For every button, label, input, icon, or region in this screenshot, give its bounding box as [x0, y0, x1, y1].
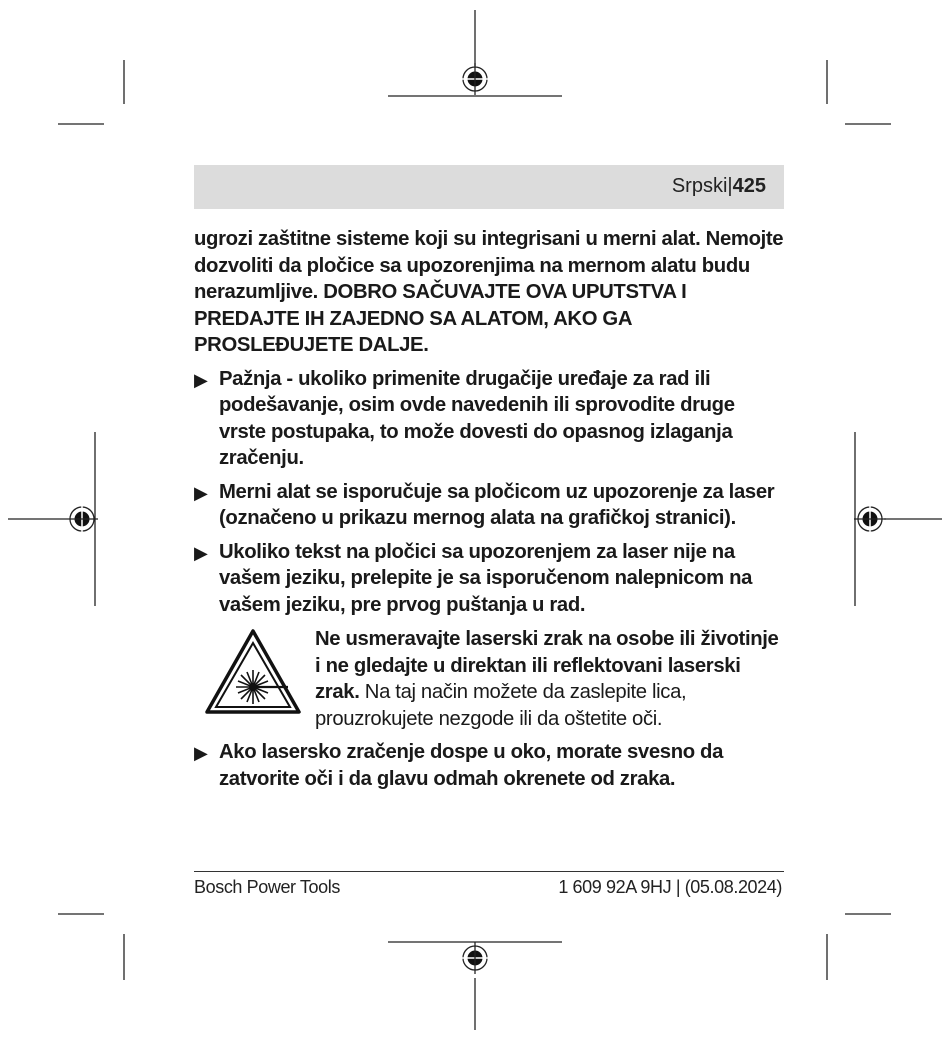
registration-target-top [459, 63, 491, 95]
bullet-item [194, 479, 786, 532]
bullet-item [194, 739, 786, 792]
bullet-item [194, 366, 786, 472]
page-header-text [672, 175, 766, 198]
bullet-text: Ukoliko tekst na pločici sa upozorenjem za laser nije na vašem jeziku, prelepite je sa isporučenom nalepnicom na vašem jeziku, pre prvog puštanja u rad. [219, 540, 753, 616]
header-language: Srpski [671, 175, 728, 197]
bullet-triangle-icon: ▶ [194, 542, 208, 563]
registration-target-left [66, 503, 98, 535]
bullet-text: Ako lasersko zračenje dospe u oko, morate svesno da zatvorite oči i da glavu odmah okrenete od zraka. [219, 741, 724, 790]
page-body [194, 226, 786, 792]
laser-warning-block [194, 626, 786, 732]
registration-target-right [854, 503, 886, 535]
bullet-item [194, 539, 786, 619]
bullet-text: Pažnja - ukoliko primenite drugačije uređaje za rad ili podešavanje, osim ovde navedenih ili sprovodite druge vrste postupaka, to može dovesti do opasnog izlaganja zračenju. [219, 367, 735, 469]
bullet-triangle-icon: ▶ [194, 369, 208, 390]
registration-target-bottom [459, 942, 491, 974]
bullet-triangle-icon: ▶ [194, 482, 208, 503]
footer-brand: Bosch Power Tools [194, 877, 340, 897]
header-separator: | [727, 175, 733, 197]
footer-document-id: 1 609 92A 9HJ | (05.08.2024) [558, 877, 782, 897]
laser-warning-normal: Na taj način možete da zaslepite lica, prouzrokujete nezgode ili da oštetite oči. [315, 681, 687, 730]
bullet-text: Merni alat se isporučuje sa pločicom uz upozorenje za laser (označeno u prikazu mernog alata na grafičkoj stranici). [219, 480, 775, 529]
page-number: 425 [732, 175, 766, 197]
laser-warning-icon [204, 628, 302, 716]
laser-warning-bold: Ne usmeravajte laserski zrak na osobe ili životinje i ne gledajte u direktan ili reflektovani laserski zrak. [315, 628, 779, 703]
intro-paragraph: ugrozi zaštitne sisteme koji su integrisani u merni alat. Nemojte dozvoliti da pločice sa upozorenjima na mernom alatu budu nerazumljive. DOBRO SAČUVAJTE OVA UPUTSTVA I PREDAJTE IH ZAJEDNO SA ALATOM, AKO GA PROSLEĐUJETE DALJE. [194, 228, 784, 356]
page-header [194, 165, 784, 209]
footer-divider [194, 871, 784, 872]
bullet-triangle-icon: ▶ [194, 743, 208, 763]
